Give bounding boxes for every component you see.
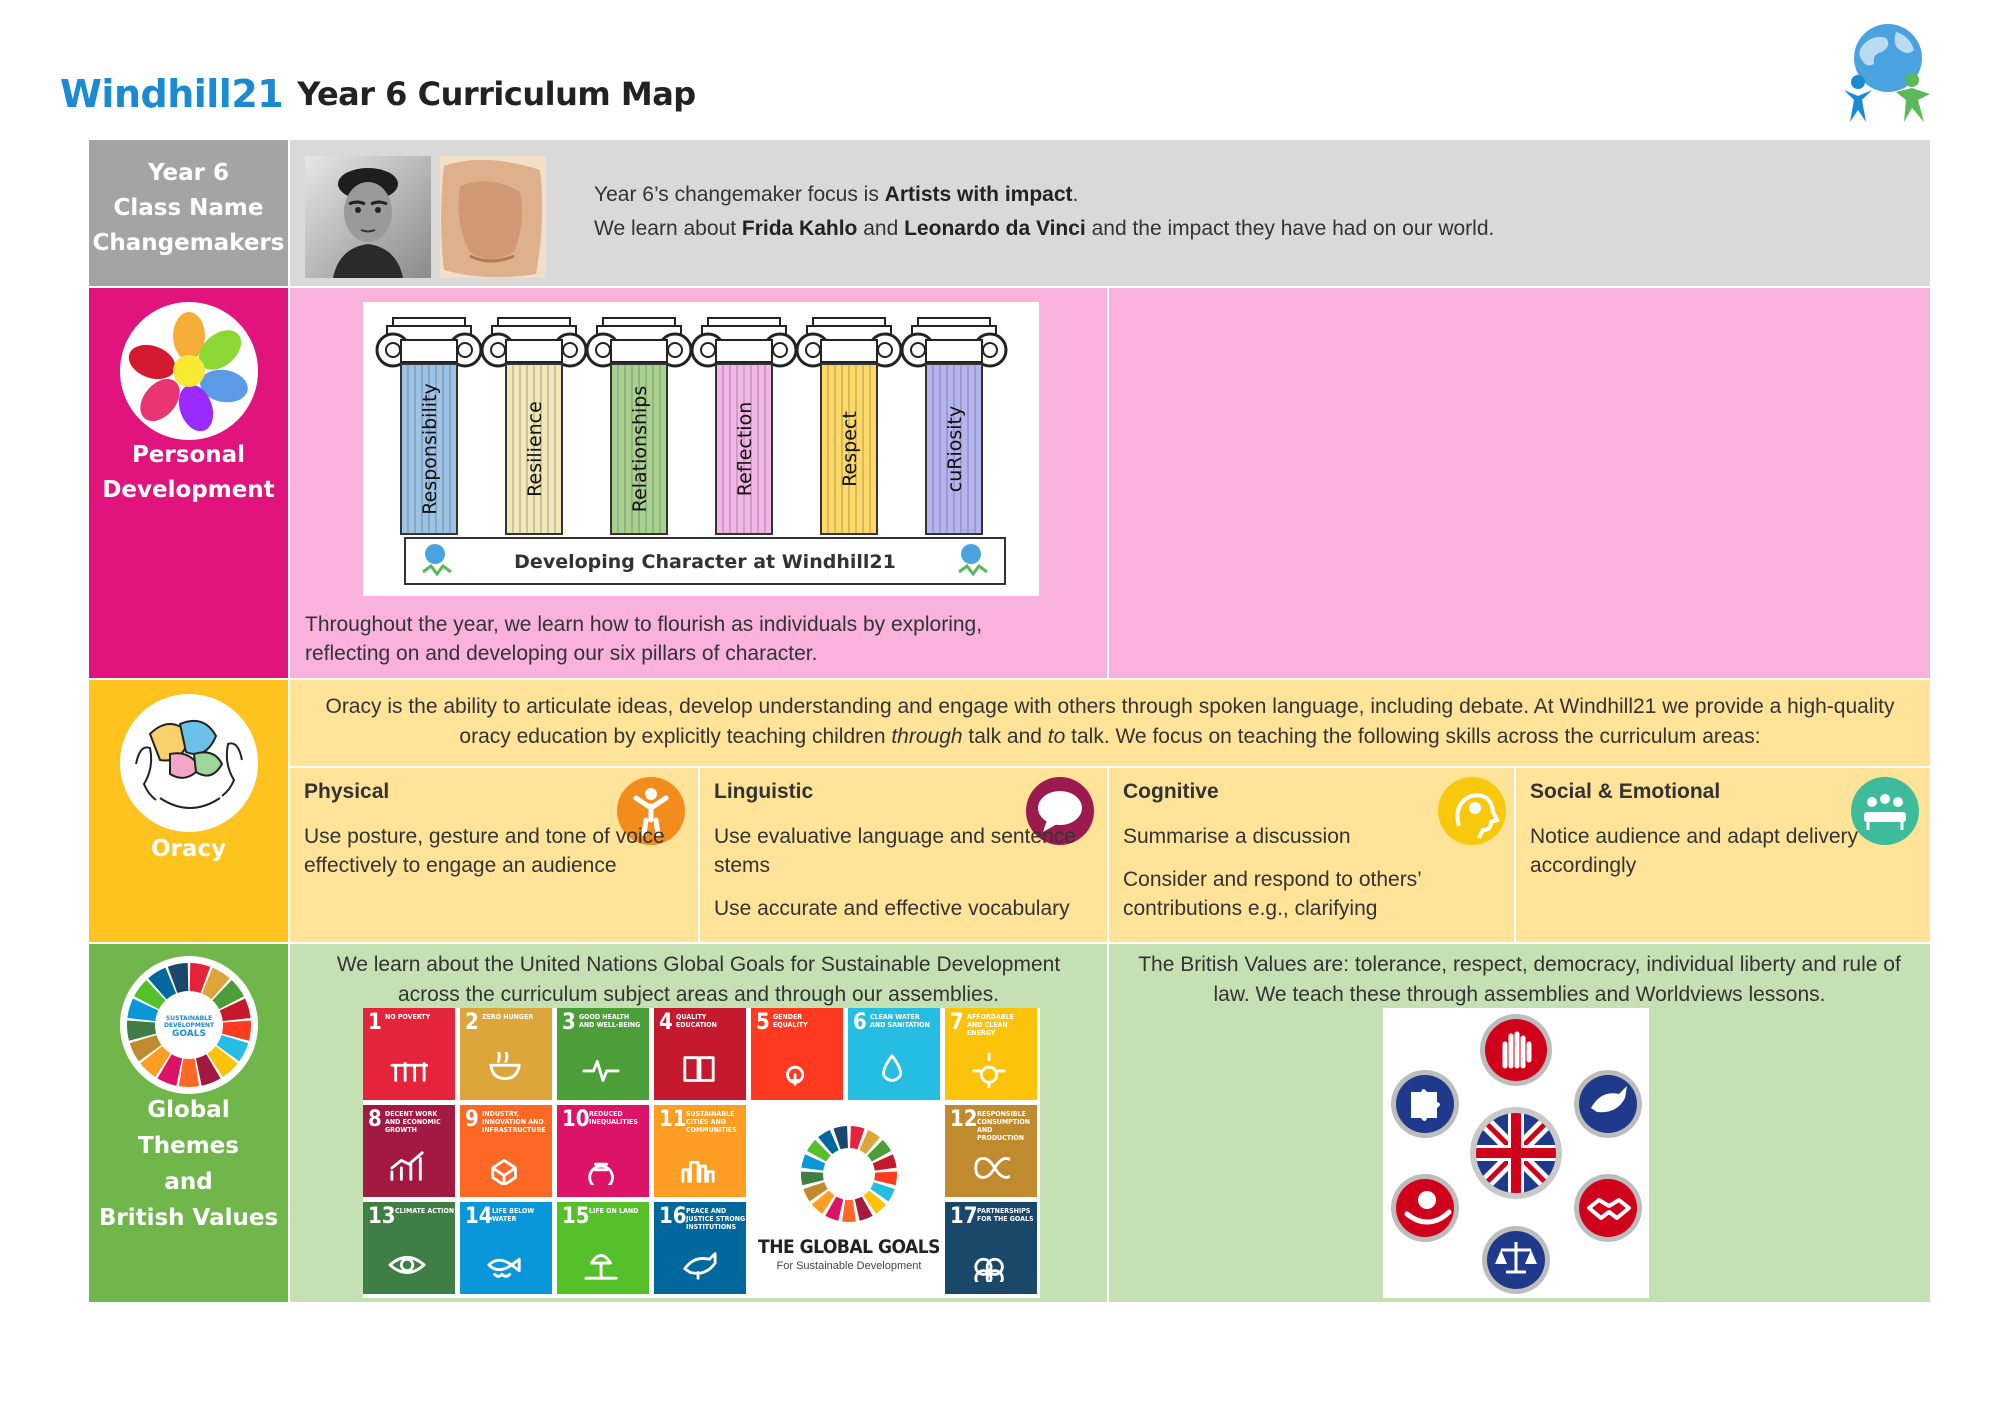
skill-item: Use accurate and effective vocabulary [714, 897, 1070, 920]
sdg-tile-16 [654, 1202, 746, 1294]
skill-item: Use posture, gesture and tone of voice effectively to engage an audience [304, 825, 665, 877]
sdg-goal-9-icon [485, 1149, 525, 1185]
sdg-tile-number: 4 [659, 1010, 673, 1035]
label-oracy: Oracy [150, 836, 227, 862]
badge-text-2: DEVELOPMENT [163, 1022, 215, 1029]
sdg-tile-title: ZERO HUNGER [482, 1013, 534, 1021]
class-name-row [89, 140, 1930, 286]
colorful-hands-icon [120, 302, 258, 440]
sdg-tile-number: 16 [659, 1204, 687, 1229]
leonardo-da-vinci-sketch-image [440, 156, 546, 278]
label-development: Development [102, 477, 275, 503]
sdg-goal-2-icon [485, 1052, 525, 1088]
skill-title: Linguistic [714, 780, 814, 803]
dove-icon [1574, 1070, 1642, 1138]
artist-leonardo: Leonardo da Vinci [904, 217, 1086, 240]
sdg-tile-title: NO POVERTY [385, 1013, 431, 1021]
personal-development-empty-panel [1109, 288, 1930, 678]
sdg-tile-13 [363, 1202, 455, 1294]
sdg-tile-title: SUSTAINABLE CITIES AND COMMUNITIES [686, 1110, 737, 1134]
six-pillars-of-character-diagram [363, 302, 1039, 596]
sdg-goal-17-icon [970, 1246, 1010, 1282]
scales-of-justice-icon [1482, 1226, 1550, 1294]
sdg-tile-title: CLEAN WATER AND SANITATION [870, 1013, 930, 1029]
sdg-goal-12-icon [970, 1149, 1010, 1185]
focus-line: Year 6’s changemaker focus is Artists with impact. [594, 183, 1079, 206]
sdg-tile-6 [848, 1008, 940, 1100]
sdg-tile-title: QUALITY EDUCATION [676, 1013, 717, 1029]
personal-development-row [89, 288, 1930, 678]
sdg-tile-title: REDUCED INEQUALITIES [589, 1110, 638, 1126]
sdg-tile-8 [363, 1105, 455, 1197]
sdg-tile-1 [363, 1008, 455, 1100]
sdg-tile-3 [557, 1008, 649, 1100]
badge-text-1: SUSTAINABLE [165, 1015, 213, 1022]
sdg-tile-number: 15 [562, 1204, 590, 1229]
sdg-tile-15 [557, 1202, 649, 1294]
sdg-tile-number: 14 [465, 1204, 493, 1229]
sdg-tile-4 [654, 1008, 746, 1100]
sdg-tile-number: 1 [368, 1010, 382, 1035]
oracy-intro-text: Oracy is the ability to articulate ideas, develop understanding and engage with others through spoken language, including debate. At Windhill21 we provide a high-quality oracy education by explicitly teaching children through talk and to talk. We focus on teaching the following skills across the curriculum areas: [290, 680, 1930, 766]
label-year: Year 6 [147, 160, 230, 186]
pillar-label: Relationships [629, 385, 651, 513]
pillar-relationships [587, 318, 691, 534]
sdg-tile-number: 12 [950, 1107, 978, 1132]
badge-text-3: GOALS [172, 1029, 206, 1039]
skill-body [1123, 822, 1502, 937]
sdg-goal-16-icon [679, 1246, 719, 1282]
sdg-tile-10 [557, 1105, 649, 1197]
intro-through: through [891, 725, 963, 748]
sdg-tile-title: PEACE AND JUSTICE STRONG INSTITUTIONS [686, 1207, 746, 1231]
pillar-label: Reflection [734, 401, 756, 497]
skill-cognitive [1109, 768, 1514, 942]
sdg-goal-5-icon [776, 1052, 816, 1088]
sdg-goal-7-icon [970, 1052, 1010, 1088]
skill-item: Summarise a discussion [1123, 825, 1351, 848]
skill-title: Cognitive [1123, 780, 1219, 803]
sdg-goal-6-icon [873, 1052, 913, 1088]
sdg-wheel-icon [120, 956, 258, 1094]
sdg-tile-12 [945, 1105, 1037, 1197]
sdg-tile-9 [460, 1105, 552, 1197]
skill-item: Consider and respond to others’ contributions e.g., clarifying [1123, 868, 1422, 920]
pillars-panel [290, 288, 1107, 678]
pillar-label: Responsibility [419, 383, 441, 515]
global-goals-ring-segment [874, 1171, 897, 1185]
pillar-label: Resilience [524, 401, 546, 497]
global-goals-ring-segment [842, 1200, 856, 1222]
sdg-tile-title: GENDER EQUALITY [773, 1013, 808, 1029]
skill-physical [290, 768, 698, 942]
sdg-tile-title: RESPONSIBLE CONSUMPTION AND PRODUCTION [977, 1110, 1031, 1142]
oracy-label [89, 680, 288, 942]
global-goals-ring-segment [801, 1171, 824, 1185]
class-name-label [89, 140, 288, 286]
sdg-tile-number: 8 [368, 1107, 382, 1132]
sdg-goal-8-icon [388, 1149, 428, 1185]
personal-development-text: Throughout the year, we learn how to flourish as individuals by exploring, reflecting on and developing our six pillars of character. [305, 613, 983, 665]
british-values-text: The British Values are: tolerance, respect, democracy, individual liberty and rule of law. We teach these through assemblies and Worldviews lessons. [1138, 953, 1901, 1006]
sdg-tile-number: 13 [368, 1204, 396, 1229]
artist-frida: Frida Kahlo [741, 217, 858, 240]
puzzle-pieces-icon [1391, 1070, 1459, 1138]
sdg-tile-number: 6 [853, 1010, 867, 1035]
learn-line: We learn about Frida Kahlo and Leonardo da Vinci and the impact they have had on our world. [594, 217, 1495, 240]
label-british-values: British Values [98, 1205, 279, 1231]
sdg-tile-title: INDUSTRY, INNOVATION AND INFRASTRUCTURE [482, 1110, 546, 1134]
skill-item: Notice audience and adapt delivery accordingly [1530, 825, 1859, 877]
sdg-goal-4-icon [679, 1052, 719, 1088]
pillar-curiosity [902, 318, 1006, 534]
sdg-tile-number: 17 [950, 1204, 978, 1229]
changemaker-focus-panel [290, 140, 1930, 286]
pillars-banner-text: Developing Character at Windhill21 [514, 551, 896, 573]
sdg-tile-number: 10 [562, 1107, 590, 1132]
british-values-panel [1109, 944, 1930, 1302]
global-goals-title: THE GLOBAL GOALS [758, 1236, 940, 1258]
sdg-tile-11 [654, 1105, 746, 1197]
sdg-goal-13-icon [388, 1246, 428, 1282]
sdg-tile-number: 5 [756, 1010, 770, 1035]
sdg-tile-number: 11 [659, 1107, 687, 1132]
sdg-goal-3-icon [582, 1052, 622, 1088]
sdg-goal-1-icon [388, 1052, 428, 1088]
pillar-label: cuRiosity [944, 405, 966, 493]
label-and: and [164, 1169, 213, 1195]
global-goals-text: We learn about the United Nations Global Goals for Sustainable Development across the curriculum subject areas and through our assemblies. [336, 953, 1061, 1006]
sdg-tile-5 [751, 1008, 843, 1100]
skill-title: Physical [304, 780, 390, 803]
sdg-tile-title: CLIMATE ACTION [395, 1207, 455, 1215]
sdg-goal-11-icon [679, 1149, 719, 1185]
label-changemakers: Changemakers [92, 230, 285, 256]
global-themes-row [89, 944, 1930, 1302]
page-title: Year 6 Curriculum Map [297, 75, 696, 113]
pillar-resilience [482, 318, 586, 534]
union-flag-icon [1470, 1107, 1562, 1199]
label-class-name: Class Name [113, 195, 264, 221]
pillar-respect [797, 318, 901, 534]
sdg-tile-title: DECENT WORK AND ECONOMIC GROWTH [385, 1110, 441, 1134]
brand-name: Windhill21 [60, 72, 284, 116]
sdg-goal-14-icon [485, 1246, 525, 1282]
global-themes-label [89, 944, 288, 1302]
sdg-tile-number: 2 [465, 1010, 479, 1035]
label-global: Global [147, 1097, 230, 1123]
pillar-responsibility [377, 318, 481, 534]
sdg-tile-title: GOOD HEALTH AND WELL-BEING [579, 1013, 641, 1029]
sdg-tile-14 [460, 1202, 552, 1294]
sdg-tile-17 [945, 1202, 1037, 1294]
skill-body [714, 822, 1095, 937]
label-personal: Personal [131, 442, 246, 468]
global-goals-logo-icon [759, 1118, 939, 1228]
frida-kahlo-portrait-image [305, 156, 431, 278]
sdg-tile-title: AFFORDABLE AND CLEAN ENERGY [967, 1013, 1014, 1037]
global-goals-subtitle: For Sustainable Development [776, 1260, 922, 1272]
skill-body [1530, 822, 1918, 894]
hand-holding-globe-icon [1391, 1174, 1459, 1242]
focus-bold: Artists with impact [884, 183, 1073, 206]
label-themes: Themes [138, 1133, 239, 1159]
sdg-tile-title: PARTNERSHIPS FOR THE GOALS [977, 1207, 1034, 1223]
oracy-row [89, 680, 1930, 942]
skill-item: Use evaluative language and sentence stems [714, 825, 1076, 877]
sdg-goal-15-icon [582, 1246, 622, 1282]
skill-linguistic [700, 768, 1107, 942]
global-goals-panel [290, 944, 1107, 1302]
sdg-tile-2 [460, 1008, 552, 1100]
changemaker-focus-text [594, 178, 1494, 246]
skill-body [304, 822, 686, 894]
sdg-tile-title: LIFE ON LAND [589, 1207, 639, 1215]
skill-title: Social & Emotional [1530, 780, 1721, 803]
pillar-label: Respect [839, 411, 861, 487]
pillar-reflection [692, 318, 796, 534]
handshake-icon [1574, 1174, 1642, 1242]
sdg-tiles-grid [363, 1008, 1040, 1298]
sdg-tile-title: LIFE BELOW WATER [492, 1207, 535, 1223]
oracy-faces-icon [120, 694, 258, 832]
raised-hand-icon [1480, 1014, 1552, 1086]
sdg-tile-number: 7 [950, 1010, 964, 1035]
intro-to: to [1047, 725, 1066, 748]
sdg-tile-number: 3 [562, 1010, 576, 1035]
windhill-logo-icon [1838, 20, 1938, 132]
personal-development-label [89, 288, 288, 678]
sdg-tile-number: 9 [465, 1107, 479, 1132]
skill-social-emotional [1516, 768, 1930, 942]
sdg-tile-7 [945, 1008, 1037, 1100]
sdg-goal-10-icon [582, 1149, 622, 1185]
british-values-diagram [1383, 1008, 1649, 1298]
page-header [60, 66, 696, 122]
